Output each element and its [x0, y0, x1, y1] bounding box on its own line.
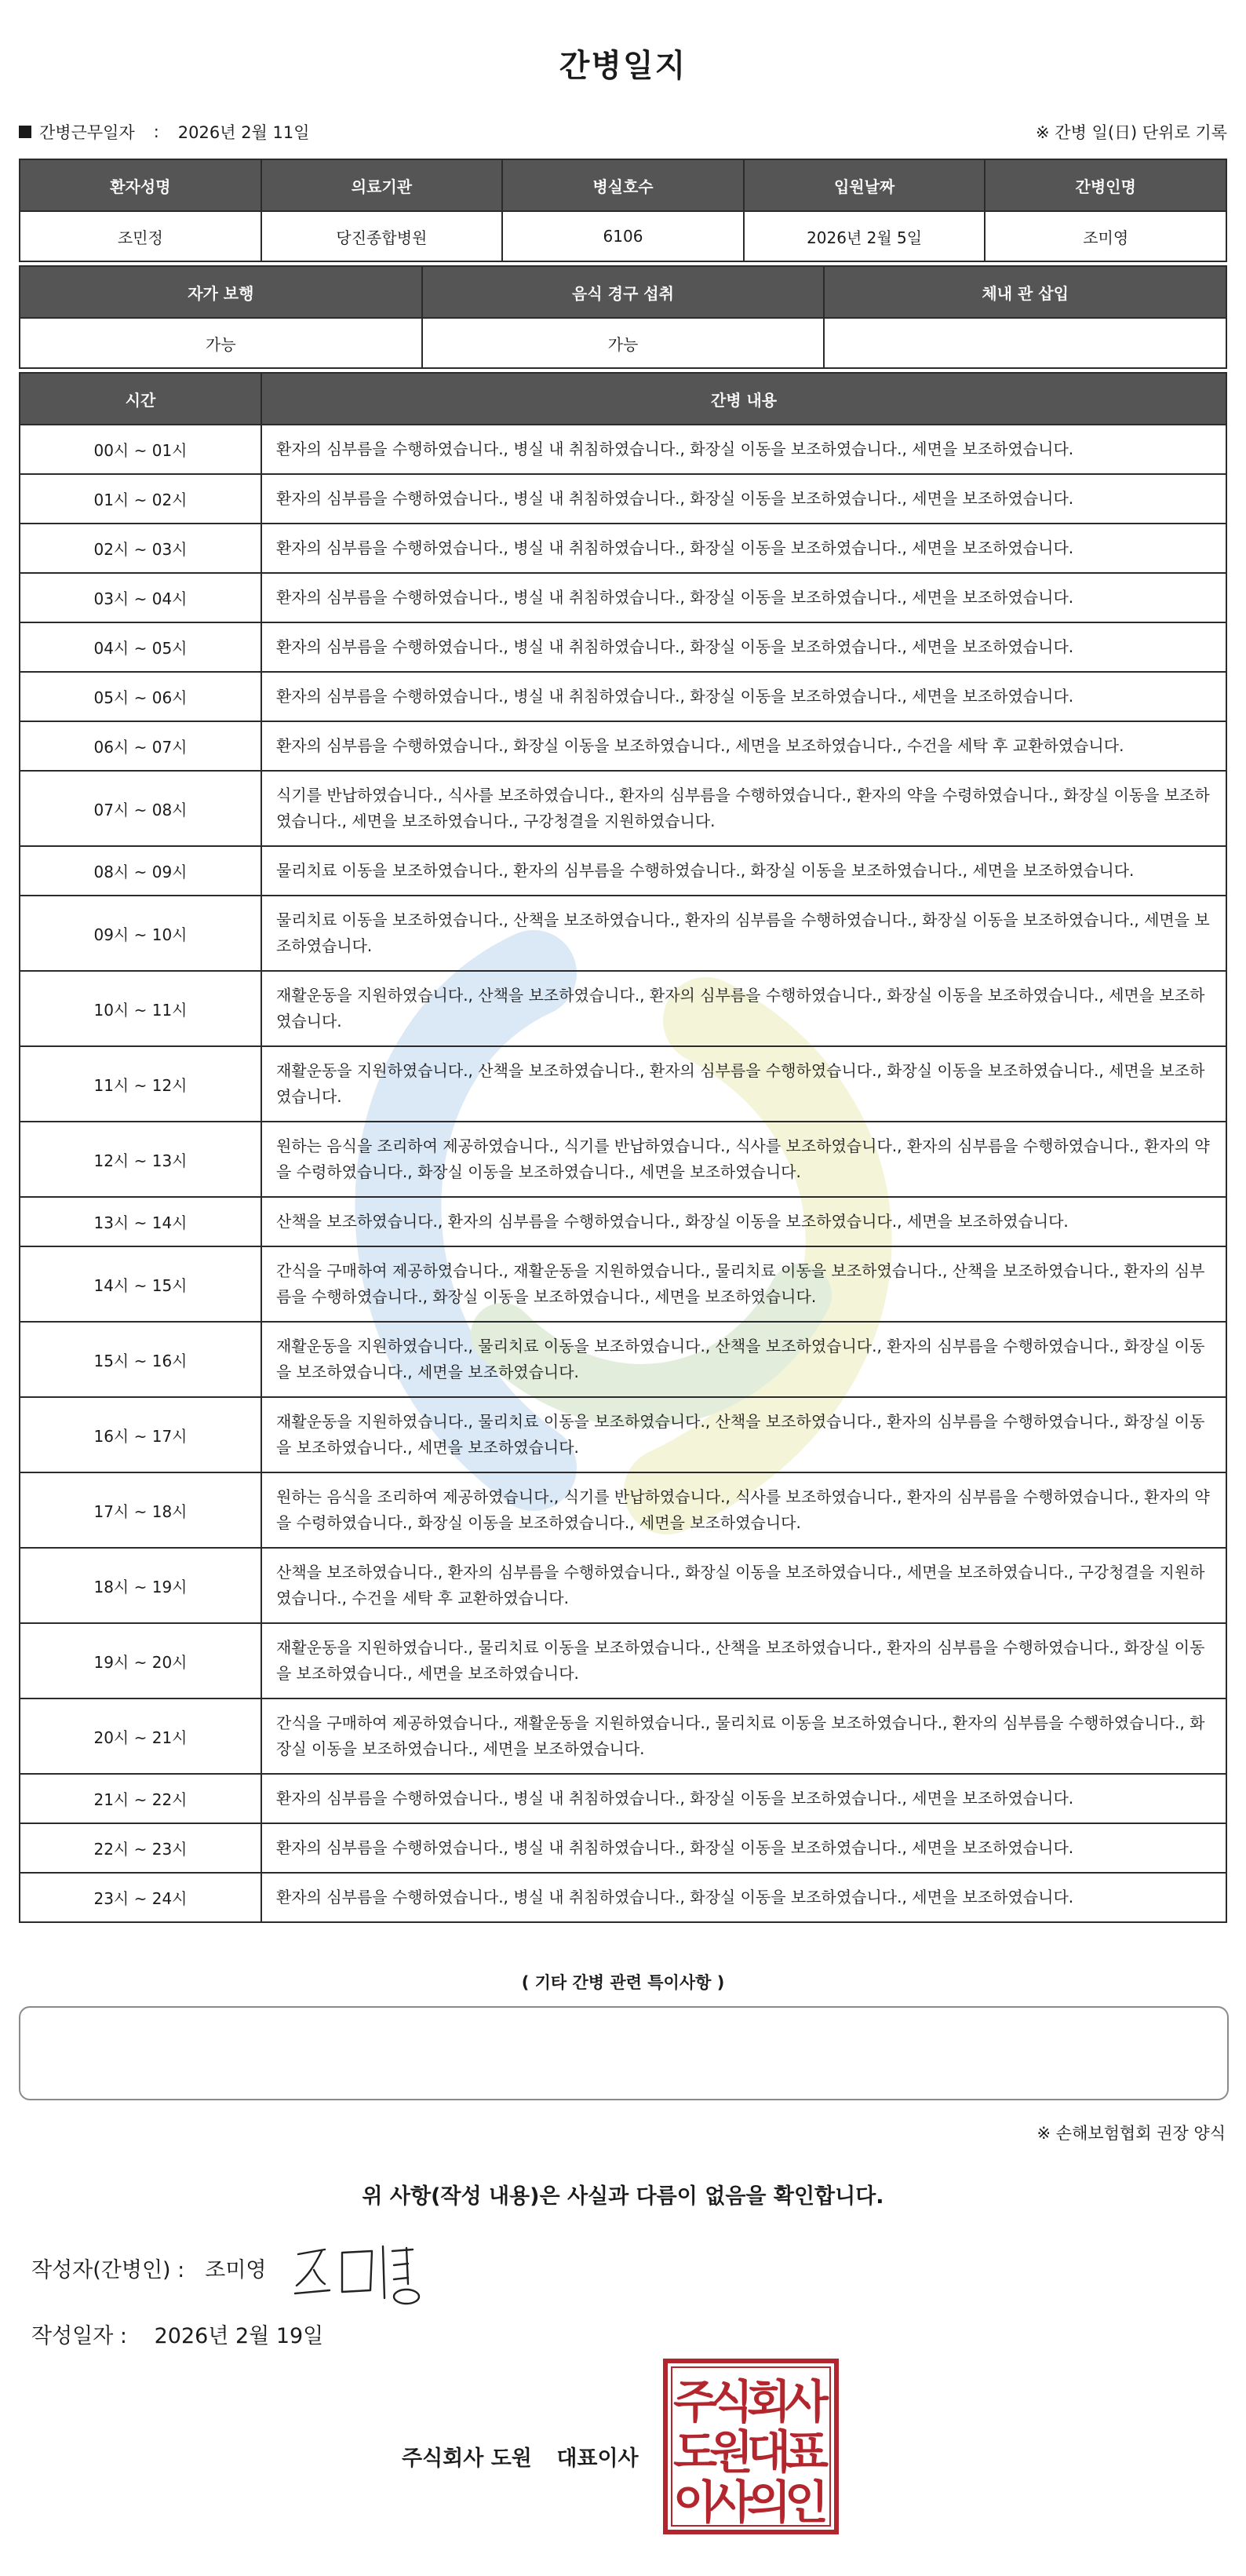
page-title: 간병일지 [559, 48, 687, 84]
work-date-separator: : [153, 122, 159, 141]
company-name: 주식회사 도원 [402, 2446, 532, 2471]
walking-status: 가능 [20, 318, 422, 368]
patient-status-table [19, 265, 1227, 369]
log-content: 원하는 음식을 조리하여 제공하였습니다., 식기를 반납하였습니다., 식사를 보조하였습니다., 환자의 심부름을 수행하였습니다., 환자의 약을 수령하였습니다., 화장실 이동을 보조하였습니다., 세면을 보조하였습니다. [261, 1472, 1226, 1548]
info-header: 의료기관 [261, 159, 503, 211]
room-number: 6106 [502, 211, 744, 261]
log-header-content: 간병 내용 [261, 373, 1226, 425]
log-row [20, 1322, 1226, 1397]
log-row [20, 1774, 1226, 1823]
log-time: 18시 ~ 19시 [20, 1548, 261, 1623]
svg-text:사: 사 [709, 2476, 754, 2529]
log-row [20, 771, 1226, 846]
svg-text:도: 도 [672, 2425, 718, 2479]
status-header: 음식 경구 섭취 [422, 266, 825, 318]
log-content: 간식을 구매하여 제공하였습니다., 재활운동을 지원하였습니다., 물리치료 이동을 보조하였습니다., 산책을 보조하였습니다., 환자의 심부름을 수행하였습니다., 화장실 이동을 보조하였습니다., 세면을 보조하였습니다. [261, 1246, 1226, 1322]
log-content: 재활운동을 지원하였습니다., 산책을 보조하였습니다., 환자의 심부름을 수행하였습니다., 화장실 이동을 보조하였습니다., 세면을 보조하였습니다. [261, 971, 1226, 1046]
svg-text:사: 사 [784, 2375, 829, 2428]
log-row [20, 1472, 1226, 1548]
log-row [20, 1623, 1226, 1698]
log-content: 산책을 보조하였습니다., 환자의 심부름을 수행하였습니다., 화장실 이동을 보조하였습니다., 세면을 보조하였습니다. [261, 1197, 1226, 1246]
svg-text:대: 대 [746, 2425, 792, 2479]
log-row [20, 524, 1226, 573]
company-line [402, 2441, 639, 2472]
info-header: 간병인명 [985, 159, 1226, 211]
log-content: 환자의 심부름을 수행하였습니다., 병실 내 취침하였습니다., 화장실 이동을 보조하였습니다., 세면을 보조하였습니다. [261, 1873, 1226, 1922]
caregiver-name: 조미영 [985, 211, 1226, 261]
log-content: 환자의 심부름을 수행하였습니다., 병실 내 취침하였습니다., 화장실 이동을 보조하였습니다., 세면을 보조하였습니다. [261, 672, 1226, 721]
log-time: 10시 ~ 11시 [20, 971, 261, 1046]
log-row [20, 971, 1226, 1046]
tube-insertion-status [824, 318, 1226, 368]
log-content: 재활운동을 지원하였습니다., 물리치료 이동을 보조하였습니다., 산책을 보조하였습니다., 환자의 심부름을 수행하였습니다., 화장실 이동을 보조하였습니다., 세면을 보조하였습니다. [261, 1623, 1226, 1698]
log-time: 17시 ~ 18시 [20, 1472, 261, 1548]
log-time: 06시 ~ 07시 [20, 721, 261, 771]
writer-row [31, 2253, 267, 2283]
log-row [20, 1122, 1226, 1197]
log-row [20, 846, 1226, 896]
info-header: 병실호수 [502, 159, 744, 211]
svg-text:주: 주 [672, 2375, 718, 2428]
writer-label: 작성자(간병인) : [31, 2258, 185, 2282]
log-time: 11시 ~ 12시 [20, 1046, 261, 1122]
log-content: 재활운동을 지원하였습니다., 물리치료 이동을 보조하였습니다., 산책을 보조하였습니다., 환자의 심부름을 수행하였습니다., 화장실 이동을 보조하였습니다., 세면을 보조하였습니다. [261, 1322, 1226, 1397]
written-date-row [31, 2319, 323, 2349]
log-content: 재활운동을 지원하였습니다., 물리치료 이동을 보조하였습니다., 산책을 보조하였습니다., 환자의 심부름을 수행하였습니다., 화장실 이동을 보조하였습니다., 세면을 보조하였습니다. [261, 1397, 1226, 1472]
log-content: 간식을 구매하여 제공하였습니다., 재활운동을 지원하였습니다., 물리치료 이동을 보조하였습니다., 환자의 심부름을 수행하였습니다., 화장실 이동을 보조하였습니다., 세면을 보조하였습니다. [261, 1698, 1226, 1774]
work-date-group [19, 120, 310, 144]
svg-text:이: 이 [672, 2476, 718, 2529]
oral-intake-status: 가능 [422, 318, 825, 368]
log-time: 00시 ~ 01시 [20, 425, 261, 474]
written-date-label: 작성일자 : [31, 2324, 128, 2348]
log-time: 12시 ~ 13시 [20, 1122, 261, 1197]
patient-name: 조민정 [20, 211, 261, 261]
log-content: 환자의 심부름을 수행하였습니다., 병실 내 취침하였습니다., 화장실 이동을 보조하였습니다., 세면을 보조하였습니다. [261, 1774, 1226, 1823]
care-log-table [19, 372, 1227, 1923]
log-header-time: 시간 [20, 373, 261, 425]
svg-text:회: 회 [746, 2375, 792, 2428]
log-content: 재활운동을 지원하였습니다., 산책을 보조하였습니다., 환자의 심부름을 수행하였습니다., 화장실 이동을 보조하였습니다., 세면을 보조하였습니다. [261, 1046, 1226, 1122]
log-row [20, 672, 1226, 721]
log-row [20, 1046, 1226, 1122]
log-row [20, 1246, 1226, 1322]
log-time: 03시 ~ 04시 [20, 573, 261, 622]
square-bullet-icon [19, 126, 31, 138]
svg-text:식: 식 [709, 2375, 754, 2428]
meta-row [19, 116, 1227, 148]
log-row [20, 1873, 1226, 1922]
notes-title: ( 기타 간병 관련 특이사항 ) [521, 1973, 725, 1992]
log-time: 20시 ~ 21시 [20, 1698, 261, 1774]
log-time: 08시 ~ 09시 [20, 846, 261, 896]
unit-note: ※ 간병 일(日) 단위로 기록 [1036, 123, 1227, 142]
log-time: 22시 ~ 23시 [20, 1823, 261, 1873]
log-time: 04시 ~ 05시 [20, 622, 261, 672]
log-time: 15시 ~ 16시 [20, 1322, 261, 1397]
work-date-label: 간병근무일자 [39, 123, 135, 142]
recommendation-note: ※ 손해보험협회 권장 양식 [1037, 2124, 1226, 2143]
log-content: 환자의 심부름을 수행하였습니다., 병실 내 취침하였습니다., 화장실 이동을 보조하였습니다., 세면을 보조하였습니다. [261, 573, 1226, 622]
status-header: 자가 보행 [20, 266, 422, 318]
log-content: 환자의 심부름을 수행하였습니다., 병실 내 취침하였습니다., 화장실 이동을 보조하였습니다., 세면을 보조하였습니다. [261, 524, 1226, 573]
log-content: 환자의 심부름을 수행하였습니다., 병실 내 취침하였습니다., 화장실 이동을 보조하였습니다., 세면을 보조하였습니다. [261, 622, 1226, 672]
log-content: 물리치료 이동을 보조하였습니다., 환자의 심부름을 수행하였습니다., 화장실 이동을 보조하였습니다., 세면을 보조하였습니다. [261, 846, 1226, 896]
log-content: 산책을 보조하였습니다., 환자의 심부름을 수행하였습니다., 화장실 이동을 보조하였습니다., 세면을 보조하였습니다., 구강청결을 지원하였습니다., 수건을 세탁 후 교환하였습니다. [261, 1548, 1226, 1623]
hospital-name: 당진종합병원 [261, 211, 503, 261]
log-time: 07시 ~ 08시 [20, 771, 261, 846]
log-time: 14시 ~ 15시 [20, 1246, 261, 1322]
log-row [20, 1823, 1226, 1873]
log-content: 환자의 심부름을 수행하였습니다., 병실 내 취침하였습니다., 화장실 이동을 보조하였습니다., 세면을 보조하였습니다. [261, 1823, 1226, 1873]
written-date-value: 2026년 2월 19일 [154, 2324, 324, 2348]
log-time: 19시 ~ 20시 [20, 1623, 261, 1698]
log-time: 09시 ~ 10시 [20, 896, 261, 971]
notes-box [19, 2006, 1229, 2100]
svg-text:의: 의 [746, 2476, 792, 2529]
log-row [20, 1548, 1226, 1623]
log-time: 23시 ~ 24시 [20, 1873, 261, 1922]
log-time: 21시 ~ 22시 [20, 1774, 261, 1823]
log-row [20, 425, 1226, 474]
log-content: 원하는 음식을 조리하여 제공하였습니다., 식기를 반납하였습니다., 식사를 보조하였습니다., 환자의 심부름을 수행하였습니다., 환자의 약을 수령하였습니다., 화장실 이동을 보조하였습니다., 세면을 보조하였습니다. [261, 1122, 1226, 1197]
log-row [20, 622, 1226, 672]
svg-text:원: 원 [709, 2425, 754, 2479]
work-date-value: 2026년 2월 11일 [177, 123, 310, 142]
admission-date: 2026년 2월 5일 [744, 211, 986, 261]
log-time: 01시 ~ 02시 [20, 474, 261, 524]
log-row [20, 474, 1226, 524]
log-content: 환자의 심부름을 수행하였습니다., 화장실 이동을 보조하였습니다., 세면을 보조하였습니다., 수건을 세탁 후 교환하였습니다. [261, 721, 1226, 771]
log-content: 환자의 심부름을 수행하였습니다., 병실 내 취침하였습니다., 화장실 이동을 보조하였습니다., 세면을 보조하였습니다. [261, 425, 1226, 474]
confirmation-statement: 위 사항(작성 내용)은 사실과 다름이 없음을 확인합니다. [362, 2184, 884, 2209]
log-row [20, 573, 1226, 622]
company-seal-stamp [662, 2358, 840, 2535]
log-row [20, 896, 1226, 971]
info-header: 입원날짜 [744, 159, 986, 211]
svg-text:인: 인 [784, 2476, 829, 2529]
log-row [20, 721, 1226, 771]
svg-text:표: 표 [784, 2425, 829, 2479]
log-row [20, 1698, 1226, 1774]
log-row [20, 1197, 1226, 1246]
log-time: 13시 ~ 14시 [20, 1197, 261, 1246]
status-header: 체내 관 삽입 [824, 266, 1226, 318]
log-content: 환자의 심부름을 수행하였습니다., 병실 내 취침하였습니다., 화장실 이동을 보조하였습니다., 세면을 보조하였습니다. [261, 474, 1226, 524]
log-content: 물리치료 이동을 보조하였습니다., 산책을 보조하였습니다., 환자의 심부름을 수행하였습니다., 화장실 이동을 보조하였습니다., 세면을 보조하였습니다. [261, 896, 1226, 971]
writer-name: 조미영 [205, 2258, 267, 2282]
log-row [20, 1397, 1226, 1472]
log-time: 16시 ~ 17시 [20, 1397, 261, 1472]
info-header: 환자성명 [20, 159, 261, 211]
log-content: 식기를 반납하였습니다., 식사를 보조하였습니다., 환자의 심부름을 수행하였습니다., 환자의 약을 수령하였습니다., 화장실 이동을 보조하였습니다., 세면을 보조하였습니다., 구강청결을 지원하였습니다. [261, 771, 1226, 846]
log-time: 02시 ~ 03시 [20, 524, 261, 573]
handwritten-signature [290, 2235, 432, 2306]
log-time: 05시 ~ 06시 [20, 672, 261, 721]
company-representative: 대표이사 [556, 2446, 639, 2471]
patient-info-table [19, 159, 1227, 262]
